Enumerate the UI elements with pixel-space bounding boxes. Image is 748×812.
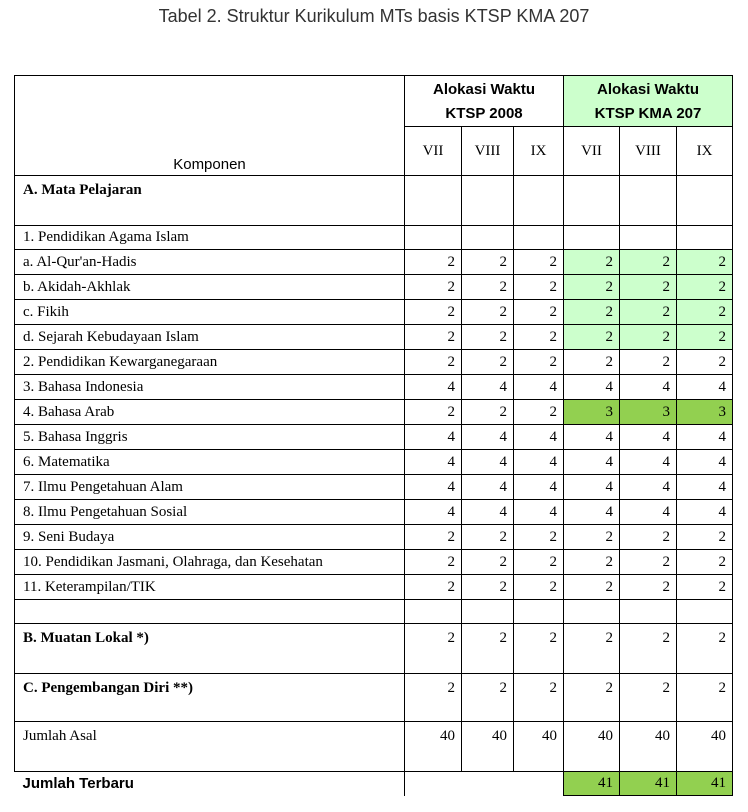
table-cell: 2 [514, 550, 564, 575]
table-cell: 41 [677, 772, 733, 796]
grade-header: VIII [620, 127, 677, 176]
subject-rows [15, 250, 733, 600]
table-cell: 4 [462, 425, 514, 450]
table-row [15, 575, 733, 600]
table-cell: 2 [620, 525, 677, 550]
table-cell: 2 [462, 325, 514, 350]
table-cell: 2 [677, 550, 733, 575]
table-cell: 2 [564, 525, 620, 550]
table-cell: 4 [514, 475, 564, 500]
pengembangan-diri-label: C. Pengembangan Diri **) [15, 674, 405, 722]
table-row [15, 525, 733, 550]
table-row [15, 400, 733, 425]
table-cell: 2 [462, 350, 514, 375]
spacer-row [15, 600, 733, 624]
table-cell: 2 [677, 350, 733, 375]
section-a-row [15, 176, 733, 226]
grade-header: IX [677, 127, 733, 176]
table-cell: 2 [620, 350, 677, 375]
subject-label: 7. Ilmu Pengetahuan Alam [15, 475, 405, 500]
table-row [15, 325, 733, 350]
table-cell: 4 [677, 425, 733, 450]
table-cell: 2 [620, 575, 677, 600]
jumlah-terbaru-label: Jumlah Terbaru [15, 772, 405, 796]
table-cell: 4 [564, 375, 620, 400]
table-cell: 2 [620, 275, 677, 300]
table-cell: 4 [514, 375, 564, 400]
subject-label: c. Fikih [15, 300, 405, 325]
table-cell: 4 [564, 425, 620, 450]
jumlah-asal-label: Jumlah Asal [15, 722, 405, 772]
table-cell: 2 [620, 300, 677, 325]
table-cell: 2 [677, 575, 733, 600]
table-cell: 2 [564, 275, 620, 300]
table-cell: 2 [514, 350, 564, 375]
subject-label: 8. Ilmu Pengetahuan Sosial [15, 500, 405, 525]
subject-label: 11. Keterampilan/TIK [15, 575, 405, 600]
table-cell: 40 [564, 722, 620, 772]
table-row [15, 350, 733, 375]
table-cell: 2 [462, 525, 514, 550]
table-cell: 4 [405, 500, 462, 525]
table-cell: 2 [514, 325, 564, 350]
table-cell: 4 [620, 500, 677, 525]
table-cell: 4 [564, 500, 620, 525]
table-row [15, 450, 733, 475]
table-cell: 4 [462, 475, 514, 500]
table-cell: 2 [564, 550, 620, 575]
table-cell: 2 [462, 250, 514, 275]
grade-header: VII [405, 127, 462, 176]
ktsp-kma-207-header-line2: KTSP KMA 207 [594, 105, 702, 122]
table-cell: 2 [514, 300, 564, 325]
table-cell: 2 [462, 624, 514, 674]
ktsp-2008-header-line1: Alokasi Waktu [433, 81, 535, 98]
table-cell: 2 [564, 325, 620, 350]
table-cell: 41 [564, 772, 620, 796]
table-cell: 2 [564, 300, 620, 325]
pengembangan-diri-row [15, 674, 733, 722]
table-row [15, 275, 733, 300]
table-row [15, 500, 733, 525]
table-cell: 4 [405, 375, 462, 400]
section-a-title: A. Mata Pelajaran [15, 176, 405, 226]
subject-label: b. Akidah-Akhlak [15, 275, 405, 300]
header-row-1 [15, 76, 733, 127]
jumlah-asal-row [15, 722, 733, 772]
subject-label: d. Sejarah Kebudayaan Islam [15, 325, 405, 350]
table-cell: 4 [620, 375, 677, 400]
table-cell: 2 [677, 325, 733, 350]
table-cell: 2 [564, 674, 620, 722]
grade-header: IX [514, 127, 564, 176]
subject-label: 4. Bahasa Arab [15, 400, 405, 425]
table-cell: 40 [677, 722, 733, 772]
table-cell: 3 [677, 400, 733, 425]
table-cell: 2 [405, 525, 462, 550]
table-cell: 2 [564, 575, 620, 600]
table-cell: 2 [462, 575, 514, 600]
table-cell: 2 [564, 624, 620, 674]
table-row [15, 425, 733, 450]
table-cell: 2 [514, 250, 564, 275]
subject-label: a. Al-Qur'an-Hadis [15, 250, 405, 275]
ktsp-2008-header [405, 76, 564, 127]
table-cell: 2 [677, 300, 733, 325]
grade-header: VIII [462, 127, 514, 176]
table-cell: 40 [405, 722, 462, 772]
table-cell: 2 [514, 624, 564, 674]
table-cell: 2 [405, 300, 462, 325]
table-row [15, 475, 733, 500]
table-cell: 2 [677, 525, 733, 550]
table-cell: 41 [620, 772, 677, 796]
table-cell: 4 [564, 450, 620, 475]
table-cell: 2 [620, 550, 677, 575]
table-cell: 2 [620, 325, 677, 350]
curriculum-table [14, 75, 733, 796]
ktsp-2008-header-line2: KTSP 2008 [445, 105, 523, 122]
jumlah-terbaru-row [15, 772, 733, 796]
muatan-lokal-row [15, 624, 733, 674]
subject-label: 2. Pendidikan Kewarganegaraan [15, 350, 405, 375]
table-cell: 4 [564, 475, 620, 500]
table-cell: 2 [405, 325, 462, 350]
table-cell: 2 [677, 250, 733, 275]
table-cell: 40 [462, 722, 514, 772]
table-cell: 2 [462, 300, 514, 325]
table-cell: 2 [405, 624, 462, 674]
table-cell: 4 [405, 450, 462, 475]
table-cell: 2 [462, 550, 514, 575]
subject-label: 9. Seni Budaya [15, 525, 405, 550]
table-cell: 2 [405, 575, 462, 600]
table-cell: 4 [514, 500, 564, 525]
komponen-header: Komponen [15, 76, 405, 176]
subject-label: 6. Matematika [15, 450, 405, 475]
ktsp-kma-207-header [564, 76, 733, 127]
table-cell: 4 [620, 475, 677, 500]
table-cell: 2 [620, 624, 677, 674]
table-cell: 2 [405, 674, 462, 722]
table-cell: 4 [514, 450, 564, 475]
table-cell: 4 [620, 425, 677, 450]
table-cell: 2 [405, 400, 462, 425]
table-cell: 4 [462, 450, 514, 475]
table-cell: 2 [564, 250, 620, 275]
table-cell: 2 [677, 624, 733, 674]
table-cell: 2 [405, 275, 462, 300]
table-cell: 2 [514, 575, 564, 600]
table-cell: 2 [620, 250, 677, 275]
subject-label: 10. Pendidikan Jasmani, Olahraga, dan Kesehatan [15, 550, 405, 575]
table-cell: 3 [620, 400, 677, 425]
pai-row [15, 226, 733, 250]
table-cell: 40 [514, 722, 564, 772]
grade-header: VII [564, 127, 620, 176]
table-cell: 4 [620, 450, 677, 475]
table-cell: 4 [405, 475, 462, 500]
table-row [15, 300, 733, 325]
table-cell: 2 [514, 275, 564, 300]
table-cell: 4 [677, 375, 733, 400]
table-cell: 2 [462, 400, 514, 425]
table-cell: 2 [514, 525, 564, 550]
table-row [15, 375, 733, 400]
table-cell: 40 [620, 722, 677, 772]
ktsp-kma-207-header-line1: Alokasi Waktu [597, 81, 699, 98]
table-row [15, 550, 733, 575]
table-cell: 2 [405, 550, 462, 575]
table-cell: 4 [462, 375, 514, 400]
table-cell: 2 [564, 350, 620, 375]
muatan-lokal-label: B. Muatan Lokal *) [15, 624, 405, 674]
table-title: Tabel 2. Struktur Kurikulum MTs basis KTSP KMA 207 [158, 6, 590, 26]
table-cell: 2 [405, 350, 462, 375]
table-cell: 2 [514, 400, 564, 425]
table-cell: 2 [405, 250, 462, 275]
table-cell: 4 [677, 475, 733, 500]
table-cell: 2 [462, 674, 514, 722]
subject-label: 3. Bahasa Indonesia [15, 375, 405, 400]
table-row [15, 250, 733, 275]
table-cell: 2 [462, 275, 514, 300]
subject-label: 5. Bahasa Inggris [15, 425, 405, 450]
table-cell: 2 [677, 674, 733, 722]
table-cell: 4 [677, 500, 733, 525]
table-cell: 3 [564, 400, 620, 425]
table-cell: 4 [677, 450, 733, 475]
table-cell: 2 [620, 674, 677, 722]
table-cell: 2 [514, 674, 564, 722]
table-cell: 2 [677, 275, 733, 300]
table-cell: 4 [514, 425, 564, 450]
pai-title: 1. Pendidikan Agama Islam [15, 226, 405, 250]
table-cell: 4 [462, 500, 514, 525]
table-cell: 4 [405, 425, 462, 450]
